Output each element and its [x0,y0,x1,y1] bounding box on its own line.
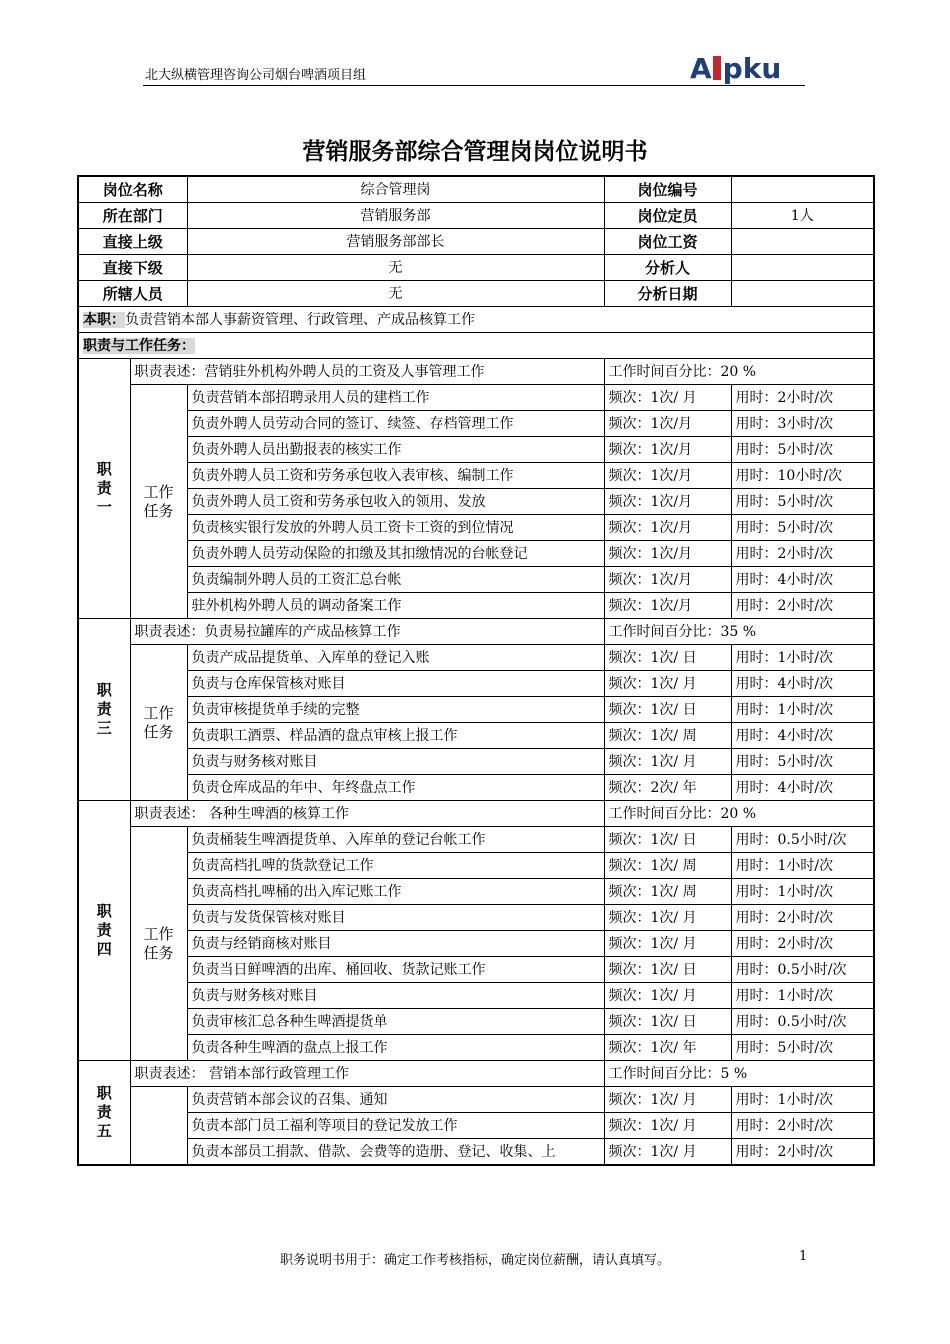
duty-name-char: 三 [96,719,112,737]
task-text: 负责仓库成品的年中、年终盘点工作 [187,775,604,801]
summary-row [78,307,874,333]
task-text: 负责产成品提货单、入库单的登记入账 [187,645,604,671]
duty-summary-text: 负责营销本部人事薪资管理、行政管理、产成品核算工作 [125,311,475,328]
task-frequency: 频次：1次/ 年 [604,1035,731,1061]
label-job-name: 岗位名称 [78,176,187,203]
task-duration: 用时：4小时/次 [731,723,874,749]
task-text: 负责与财务核对账目 [187,983,604,1009]
task-text: 负责外聘人员出勤报表的核实工作 [187,437,604,463]
task-frequency: 频次：1次/ 日 [604,697,731,723]
task-duration: 用时：1小时/次 [731,983,874,1009]
task-label [130,1087,187,1166]
task-duration: 用时：2小时/次 [731,905,874,931]
task-frequency: 频次：1次/ 月 [604,671,731,697]
task-text: 负责审核提货单手续的完整 [187,697,604,723]
task-row [78,1087,874,1113]
task-duration: 用时：5小时/次 [731,515,874,541]
label-headcount: 岗位定员 [604,203,731,229]
task-row [78,645,874,671]
duty-name-char: 职 [96,460,112,478]
task-duration: 用时：0.5小时/次 [731,1009,874,1035]
task-row [78,411,874,437]
duty-desc-row [78,801,874,827]
task-frequency: 频次：1次/ 周 [604,879,731,905]
task-duration: 用时：0.5小时/次 [731,827,874,853]
duty-name [78,1061,130,1166]
task-frequency: 频次：1次/月 [604,411,731,437]
task-frequency: 频次：1次/月 [604,463,731,489]
header-organization: 北大纵横管理咨询公司烟台啤酒项目组 [145,68,367,83]
task-frequency: 频次：1次/月 [604,541,731,567]
value-headcount: 1人 [731,203,874,229]
task-row [78,749,874,775]
task-row [78,931,874,957]
value-staff: 无 [187,281,604,307]
duty-name-char: 职 [96,902,112,920]
task-frequency: 频次：1次/月 [604,437,731,463]
task-frequency: 频次：1次/ 月 [604,1087,731,1113]
task-row [78,541,874,567]
task-frequency: 频次：1次/月 [604,515,731,541]
duty-name [78,359,130,619]
task-duration: 用时：5小时/次 [731,489,874,515]
task-text: 负责与仓库保管核对账目 [187,671,604,697]
task-duration: 用时：3小时/次 [731,411,874,437]
header-divider [143,85,805,86]
task-row [78,1035,874,1061]
task-duration: 用时：2小时/次 [731,541,874,567]
task-frequency: 频次：1次/ 月 [604,385,731,411]
task-row [78,723,874,749]
task-duration: 用时：4小时/次 [731,671,874,697]
duty-name-char: 一 [96,498,112,516]
duty-name-char: 四 [96,940,112,958]
task-row [78,697,874,723]
task-row [78,957,874,983]
footer-note: 职务说明书用于：确定工作考核指标，确定岗位薪酬，请认真填写。 [279,1253,670,1268]
task-duration: 用时：2小时/次 [731,1113,874,1139]
task-frequency: 频次：1次/ 月 [604,931,731,957]
duty-name-char: 职 [96,681,112,699]
value-salary [731,229,874,255]
task-text: 负责高档扎啤的货款登记工作 [187,853,604,879]
task-text: 负责编制外聘人员的工资汇总台帐 [187,567,604,593]
info-row [78,229,874,255]
task-text: 负责审核汇总各种生啤酒提货单 [187,1009,604,1035]
task-frequency: 频次：2次/ 年 [604,775,731,801]
task-row [78,1139,874,1166]
task-frequency: 频次：1次/ 日 [604,827,731,853]
value-analyst [731,255,874,281]
value-job-name: 综合管理岗 [187,176,604,203]
task-duration: 用时：2小时/次 [731,1139,874,1166]
task-duration: 用时：2小时/次 [731,385,874,411]
duty-time-percent: 工作时间百分比：20 % [604,801,874,827]
task-frequency: 频次：1次/月 [604,567,731,593]
tasks-heading [78,333,874,359]
task-row [78,437,874,463]
task-duration: 用时：2小时/次 [731,593,874,619]
label-supervisor: 直接上级 [78,229,187,255]
tasks-heading-label: 职责与工作任务： [83,337,195,354]
task-frequency: 频次：1次/ 月 [604,905,731,931]
duty-time-percent: 工作时间百分比：20 % [604,359,874,385]
label-department: 所在部门 [78,203,187,229]
task-row [78,463,874,489]
task-frequency: 频次：1次/月 [604,593,731,619]
duty-description: 职责表述：营销驻外机构外聘人员的工资及人事管理工作 [130,359,604,385]
duty-desc-row [78,359,874,385]
task-label: 工作任务 [130,645,187,801]
task-row [78,1009,874,1035]
page-number: 1 [799,1249,808,1264]
task-text: 负责与经销商核对账目 [187,931,604,957]
task-label: 工作任务 [130,385,187,619]
tasks-heading-row [78,333,874,359]
task-row [78,567,874,593]
task-duration: 用时：5小时/次 [731,1035,874,1061]
task-duration: 用时：10小时/次 [731,463,874,489]
task-row [78,385,874,411]
label-staff: 所辖人员 [78,281,187,307]
value-analysis-date [731,281,874,307]
task-row [78,593,874,619]
task-frequency: 频次：1次/ 月 [604,1113,731,1139]
info-row [78,203,874,229]
task-row [78,853,874,879]
task-duration: 用时：1小时/次 [731,853,874,879]
duty-description: 职责表述： 营销本部行政管理工作 [130,1061,604,1087]
info-row [78,255,874,281]
page-title: 营销服务部综合管理岗岗位说明书 [302,139,648,165]
duty-time-percent: 工作时间百分比：35 % [604,619,874,645]
task-duration: 用时：1小时/次 [731,879,874,905]
label-salary: 岗位工资 [604,229,731,255]
task-duration: 用时：4小时/次 [731,775,874,801]
task-frequency: 频次：1次/ 月 [604,983,731,1009]
task-text: 负责本部员工捐款、借款、会费等的造册、登记、收集、上 [187,1139,604,1166]
task-text: 负责高档扎啤桶的出入库记账工作 [187,879,604,905]
info-row [78,176,874,203]
task-text: 负责营销本部会议的召集、通知 [187,1087,604,1113]
label-job-code: 岗位编号 [604,176,731,203]
task-frequency: 频次：1次/ 日 [604,645,731,671]
duty-name-char: 责 [96,479,112,497]
duty-summary [78,307,874,333]
duty-name [78,801,130,1061]
duty-name-char: 责 [96,1103,112,1121]
task-duration: 用时：2小时/次 [731,931,874,957]
task-text: 负责本部门员工福利等项目的登记发放工作 [187,1113,604,1139]
task-frequency: 频次：1次/ 月 [604,1139,731,1166]
duty-summary-label: 本职： [83,311,125,328]
task-duration: 用时：5小时/次 [731,749,874,775]
task-duration: 用时：4小时/次 [731,567,874,593]
task-row [78,489,874,515]
task-row [78,983,874,1009]
task-row [78,515,874,541]
task-frequency: 频次：1次/ 周 [604,723,731,749]
task-frequency: 频次：1次/ 日 [604,957,731,983]
duty-time-percent: 工作时间百分比：5 % [604,1061,874,1087]
task-text: 负责外聘人员工资和劳务承包收入表审核、编制工作 [187,463,604,489]
task-text: 负责当日鲜啤酒的出库、桶回收、货款记账工作 [187,957,604,983]
task-frequency: 频次：1次/ 日 [604,1009,731,1035]
task-row [78,827,874,853]
task-text: 负责营销本部招聘录用人员的建档工作 [187,385,604,411]
task-duration: 用时：1小时/次 [731,645,874,671]
task-frequency: 频次：1次/月 [604,489,731,515]
task-text: 负责桶装生啤酒提货单、入库单的登记台帐工作 [187,827,604,853]
duty-description: 职责表述：负责易拉罐库的产成品核算工作 [130,619,604,645]
task-text: 负责外聘人员工资和劳务承包收入的领用、发放 [187,489,604,515]
duty-desc-row [78,619,874,645]
task-text: 负责外聘人员劳动合同的签订、续签、存档管理工作 [187,411,604,437]
task-row [78,775,874,801]
task-text: 负责职工酒票、样品酒的盘点审核上报工作 [187,723,604,749]
company-logo: A pku [690,52,782,85]
task-text: 负责各种生啤酒的盘点上报工作 [187,1035,604,1061]
task-label: 工作任务 [130,827,187,1061]
task-frequency: 频次：1次/ 月 [604,749,731,775]
duty-name [78,619,130,801]
duty-name-char: 责 [96,700,112,718]
label-analysis-date: 分析日期 [604,281,731,307]
info-row [78,281,874,307]
value-subordinates: 无 [187,255,604,281]
task-text: 驻外机构外聘人员的调动备案工作 [187,593,604,619]
task-row [78,1113,874,1139]
duty-name-char: 五 [96,1122,112,1140]
value-department: 营销服务部 [187,203,604,229]
label-subordinates: 直接下级 [78,255,187,281]
task-duration: 用时：0.5小时/次 [731,957,874,983]
task-text: 负责与财务核对账目 [187,749,604,775]
duty-description: 职责表述： 各种生啤酒的核算工作 [130,801,604,827]
task-duration: 用时：1小时/次 [731,1087,874,1113]
task-text: 负责核实银行发放的外聘人员工资卡工资的到位情况 [187,515,604,541]
label-analyst: 分析人 [604,255,731,281]
duty-name-char: 责 [96,921,112,939]
duty-desc-row [78,1061,874,1087]
task-row [78,905,874,931]
duty-name-char: 职 [96,1084,112,1102]
task-row [78,671,874,697]
task-duration: 用时：1小时/次 [731,697,874,723]
task-duration: 用时：5小时/次 [731,437,874,463]
task-frequency: 频次：1次/ 周 [604,853,731,879]
job-description-table [77,175,875,1166]
task-text: 负责与发货保管核对账目 [187,905,604,931]
value-supervisor: 营销服务部部长 [187,229,604,255]
value-job-code [731,176,874,203]
task-text: 负责外聘人员劳动保险的扣缴及其扣缴情况的台帐登记 [187,541,604,567]
task-row [78,879,874,905]
